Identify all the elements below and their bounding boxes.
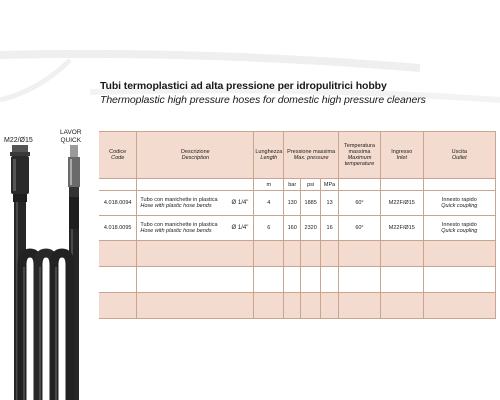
unit-bar: bar (284, 179, 301, 191)
hose-spec-table (99, 131, 496, 319)
row-mpa: 16 (321, 216, 339, 241)
label-lavor-line2: QUICK (60, 137, 82, 144)
unit-mpa: MPa (321, 179, 339, 191)
row-description-it: Tubo con manichette in plastica (140, 196, 218, 203)
label-lavor-line1: LAVOR (60, 129, 82, 136)
row-bar: 130 (284, 191, 301, 216)
table-unit-row (99, 179, 496, 191)
unit-psi: psi (301, 179, 321, 191)
row-mpa: 13 (321, 191, 339, 216)
header-pressure-it: Pressione massima (287, 149, 336, 155)
header-temperature (339, 132, 381, 179)
header-outlet (423, 132, 495, 179)
header-inlet-en: Inlet (396, 155, 407, 161)
table-row (99, 216, 496, 241)
row-psi: 2320 (301, 216, 321, 241)
row-temp: 60° (339, 191, 381, 216)
row-temp: 60° (339, 216, 381, 241)
header-code-it: Codice (109, 149, 127, 155)
header-temperature-en: temperature (344, 161, 375, 167)
label-lavor-quick (60, 129, 82, 145)
table-row-empty (99, 241, 496, 267)
header-outlet-en: Outlet (451, 155, 467, 161)
hose-bundle (22, 253, 70, 400)
row-inlet: M22F/Ø15 (380, 191, 423, 216)
row-bar: 160 (284, 216, 301, 241)
row-diameter: Ø 1/4" (231, 199, 249, 206)
row-length: 6 (254, 216, 284, 241)
unit-length: m (254, 179, 284, 191)
header-inlet-it: Ingresso (391, 149, 413, 155)
header-description-it: Descrizione (180, 149, 210, 155)
title-italian: Tubi termoplastici ad alta pressione per idropulitrici hobby (100, 80, 387, 92)
table-row-empty (99, 293, 496, 319)
unit-outlet-empty (423, 179, 495, 191)
header-temperature-it: Temperatura massima (344, 143, 375, 155)
row-description (137, 216, 254, 241)
row-outlet-it: Innesto rapido (441, 197, 477, 203)
hose-illustration (0, 145, 100, 400)
title-block (100, 80, 495, 106)
title-english: Thermoplastic high pressure hoses for domestic high pressure cleaners (100, 94, 426, 106)
row-diameter: Ø 1/4" (231, 224, 249, 231)
table-row (99, 191, 496, 216)
row-description-en: Hose with plastic hose bends (140, 228, 212, 234)
unit-inlet-empty (380, 179, 423, 191)
header-pressure (284, 132, 339, 179)
row-description (137, 191, 254, 216)
header-code (99, 132, 137, 179)
header-temperature-it2: Maximum (347, 155, 372, 161)
row-psi: 1885 (301, 191, 321, 216)
row-code: 4.018.0094 (99, 191, 137, 216)
header-inlet (380, 132, 423, 179)
row-length: 4 (254, 191, 284, 216)
row-outlet (423, 191, 495, 216)
unit-temp-empty (339, 179, 381, 191)
header-pressure-en: Max. pressure (293, 155, 329, 161)
header-length (254, 132, 284, 179)
table-row-empty (99, 267, 496, 293)
row-outlet (423, 216, 495, 241)
header-length-en: Length (260, 155, 278, 161)
row-outlet-en: Quick coupling (441, 228, 478, 234)
row-outlet-en: Quick coupling (441, 203, 478, 209)
table-header-row (99, 132, 496, 179)
row-outlet-it: Innesto rapido (441, 222, 477, 228)
header-code-en: Code (111, 155, 125, 161)
header-description-en: Description (181, 155, 210, 161)
unit-code-empty (99, 179, 137, 191)
row-description-it: Tubo con manichette in plastica (140, 221, 218, 228)
row-code: 4.018.0095 (99, 216, 137, 241)
header-outlet-it: Uscita (451, 149, 467, 155)
header-length-it: Lunghezza (255, 149, 283, 155)
label-m22: M22/Ø15 (4, 137, 33, 144)
row-description-en: Hose with plastic hose bends (140, 203, 212, 209)
row-inlet: M22F/Ø15 (380, 216, 423, 241)
header-description (137, 132, 254, 179)
unit-description-empty (137, 179, 254, 191)
